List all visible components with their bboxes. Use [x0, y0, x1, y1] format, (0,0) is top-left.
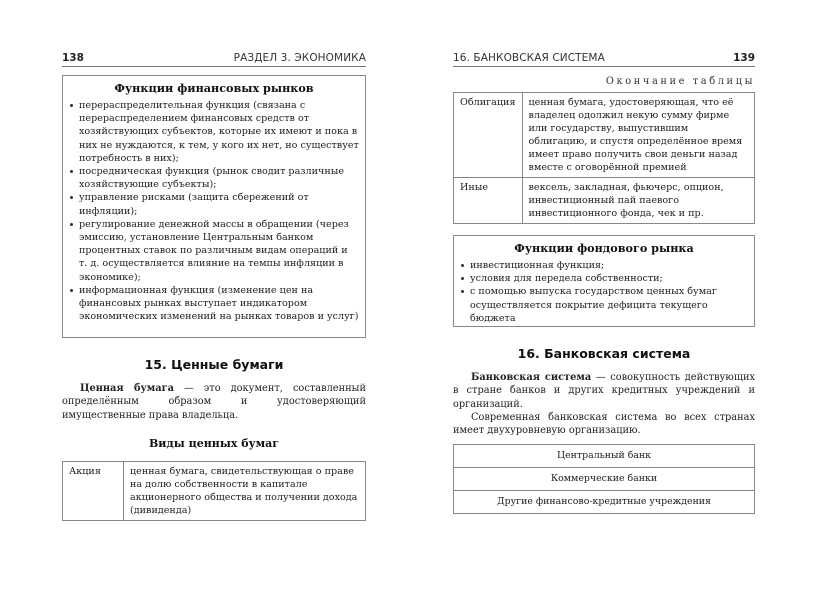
left-page	[0, 0, 409, 589]
box-title: Функции финансовых рынков	[114, 81, 314, 95]
functions-list	[454, 259, 754, 329]
stock-market-functions-box	[453, 235, 755, 327]
running-header	[453, 50, 755, 67]
list-item: регулирование денежной массы в обращении (через эмиссию, установление Центральным банком процентных ставок по различным видам операций и т. д. осуществляется влияние на темпы инфляции в экономике);	[69, 218, 359, 284]
body-paragraph: Современная банковская система во всех странах имеет двухуровневую организацию.	[453, 412, 755, 437]
box-title: Функции фондового рынка	[514, 241, 694, 255]
term-cell: Облигация	[454, 93, 523, 178]
list-item: инвестиционная функция;	[460, 259, 748, 272]
bank-level-commercial: Коммерческие банки	[454, 468, 754, 491]
defined-term: Ценная бумага	[80, 383, 174, 394]
table-continuation-note: Окончание таблицы	[605, 76, 755, 87]
right-page	[410, 0, 819, 589]
securities-types-table-continued	[453, 92, 755, 224]
functions-list	[63, 99, 365, 327]
page-number: 138	[62, 52, 84, 64]
table-row	[454, 93, 755, 178]
section-title: 15. Ценные бумаги	[144, 357, 284, 372]
list-item: посредническая функция (рынок сводит различные хозяйствующие субъекты);	[69, 165, 359, 191]
bank-level-other: Другие финансово-кредитные учреждения	[497, 496, 711, 507]
running-head-title: 16. БАНКОВСКАЯ СИСТЕМА	[453, 52, 605, 64]
list-item: с помощью выпуска государством ценных бумаг осуществляется покрытие дефицита текущего бюджета	[460, 285, 748, 325]
list-item: перераспределительная функция (связана с перераспределением финансовых средств от хозяйствующих субъектов, которые их имеют и пока в них не нуждаются, к тем, у кого их нет, но существует потребность в них);	[69, 99, 359, 165]
list-item: управление рисками (защита сбережений от инфляции);	[69, 191, 359, 217]
description-cell: ценная бумага, удостоверяющая, что её владелец одолжил некую сумму фирме или государству, выпустившим облигацию, и спустя определённое время имеет право получить свои деньги назад вместе с оговорённой премией	[522, 93, 755, 178]
definition-paragraph	[62, 382, 366, 422]
bank-levels-diagram	[453, 444, 755, 514]
term-cell: Иные	[454, 178, 523, 224]
financial-markets-functions-box	[62, 75, 366, 338]
running-head-title: РАЗДЕЛ 3. ЭКОНОМИКА	[233, 52, 366, 64]
running-header	[62, 50, 366, 67]
defined-term: Банковская система	[471, 372, 592, 383]
description-cell: вексель, закладная, фьючерс, опцион, инвестиционный пай паевого инвестиционного фонда, чек и пр.	[522, 178, 755, 224]
definition-paragraph	[453, 371, 755, 411]
definition-text: — это документ, составленный определённым образом и удостоверяющий имущественные права владельца.	[62, 383, 366, 421]
list-item: информационная функция (изменение цен на финансовых рынках выступает индикатором экономических изменений на рынках товаров и услуг)	[69, 284, 359, 324]
bank-level-central: Центральный банк	[454, 445, 754, 468]
list-item: условия для передела собственности;	[460, 272, 748, 285]
table-row	[454, 178, 755, 224]
page-number: 139	[733, 52, 755, 64]
definition-text: — совокупность действующих в стране банков и других кредитных учреждений и организаций.	[453, 372, 756, 410]
term-cell: Акция	[63, 462, 124, 521]
securities-types-table	[62, 461, 366, 521]
description-cell: ценная бумага, свидетельствующая о праве на долю собственности в капитале акционерного общества и получении дохода (дивиденда)	[124, 462, 366, 521]
section-title: 16. Банковская система	[517, 346, 691, 361]
table-row	[63, 462, 366, 521]
types-heading: Виды ценных бумаг	[148, 437, 280, 450]
